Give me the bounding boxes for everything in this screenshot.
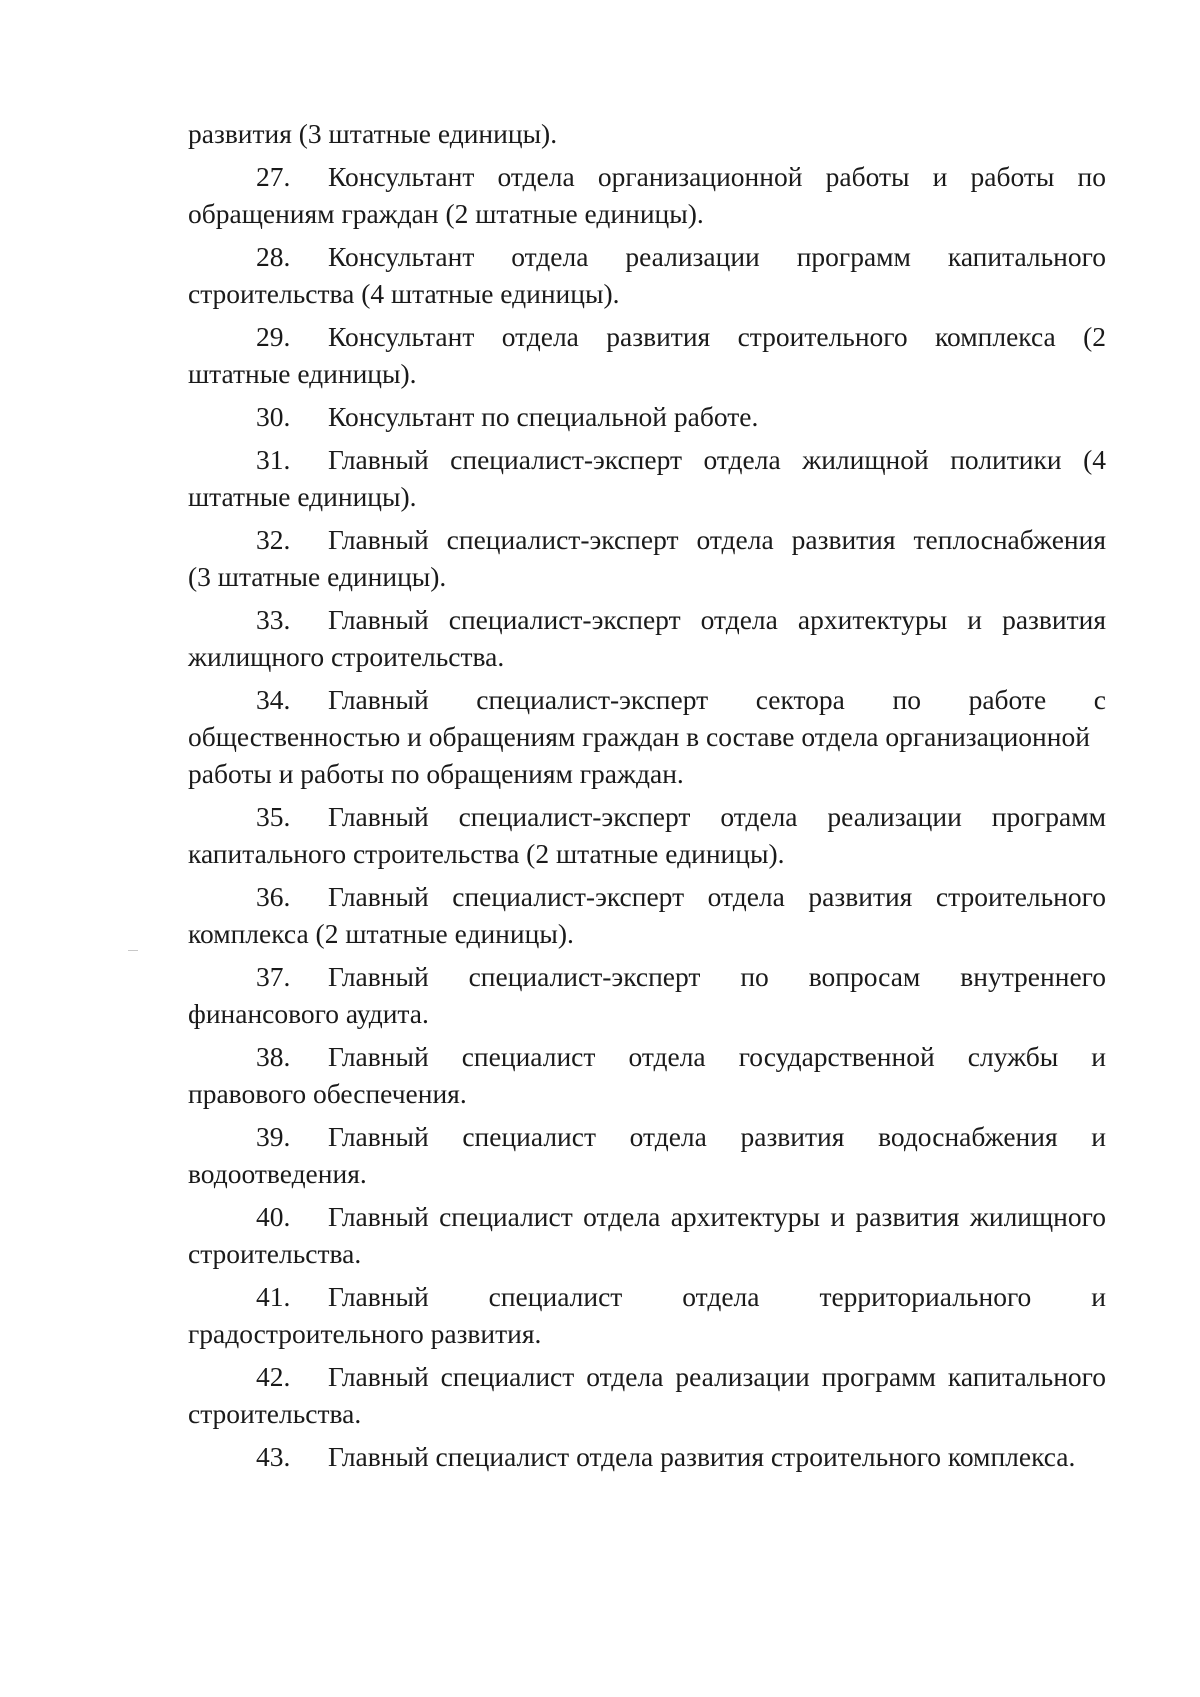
list-item-number: 43. [256,1441,291,1472]
list-item [188,958,1106,1032]
list-item [188,1118,1106,1192]
list-item-first-line [188,1038,1106,1075]
list-item-continuation: жилищного строительства. [188,641,505,672]
list-item-text: Главный специалист отдела реализации программ капитального [328,1361,1106,1392]
list-item-first-line [188,1198,1106,1235]
list-item [188,318,1106,392]
list-item-text: Главный специалист-эксперт отдела развития теплоснабжения [328,524,1106,555]
list-item [188,798,1106,872]
list-item-first-line [188,798,1106,835]
list-item [188,1038,1106,1112]
list-item-first-line [188,1118,1106,1155]
list-item-first-line [188,521,1106,558]
list-item-first-line [188,601,1106,638]
list-item [188,1358,1106,1432]
list-item-text: Главный специалист-эксперт сектора по работе с [328,684,1106,715]
list-item [188,601,1106,675]
list-item [188,1438,1106,1475]
list-item-text: Главный специалист-эксперт отдела архитектуры и развития [328,604,1106,635]
list-item-text: Главный специалист отдела архитектуры и развития жилищного [328,1201,1106,1232]
scan-artifact [128,950,138,951]
list-item-continuation: правового обеспечения. [188,1078,467,1109]
list-item [188,441,1106,515]
list-item-number: 36. [256,881,291,912]
list-item-first-line [188,398,1106,435]
list-item-continuation: штатные единицы). [188,358,417,389]
list-item-number: 41. [256,1281,291,1312]
list-item-continuation: (3 штатные единицы). [188,561,447,592]
list-item-first-line [188,1278,1106,1315]
list-item-number: 39. [256,1121,291,1152]
list-item-text: Консультант отдела реализации программ капитального [328,241,1106,272]
list-item-first-line [188,958,1106,995]
list-item-number: 27. [256,161,291,192]
list-item-first-line [188,441,1106,478]
list-item [188,681,1106,792]
list-item-text: Главный специалист-эксперт отдела жилищной политики (4 [328,444,1106,475]
list-item-continuation: водоотведения. [188,1158,367,1189]
list-item [188,1278,1106,1352]
list-item-text: Главный специалист-эксперт отдела развития строительного [328,881,1106,912]
list-item-first-line [188,878,1106,915]
list-item-continuation: комплекса (2 штатные единицы). [188,918,574,949]
list-item-first-line [188,238,1106,275]
list-item-continuation: градостроительного развития. [188,1318,542,1349]
list-item-first-line [188,681,1106,718]
list-item-number: 34. [256,684,291,715]
document-body [188,115,1106,1475]
list-item-text: Главный специалист-эксперт по вопросам внутреннего [328,961,1106,992]
list-item [188,1198,1106,1272]
list-item-number: 37. [256,961,291,992]
list-item-first-line [188,1438,1106,1475]
list-item-continuation: строительства. [188,1238,362,1269]
list-item-first-line [188,158,1106,195]
list-item-text: Консультант отдела развития строительного комплекса (2 [328,321,1106,352]
list-item [188,238,1106,312]
list-item-text: Главный специалист отдела территориального и [328,1281,1106,1312]
list-item-number: 28. [256,241,291,272]
list-item-text: Главный специалист-эксперт отдела реализации программ [328,801,1106,832]
list-item [188,398,1106,435]
list-item-number: 42. [256,1361,291,1392]
list-item-number: 30. [256,401,291,432]
list-item-first-line [188,318,1106,355]
list-item [188,521,1106,595]
list-item-number: 31. [256,444,291,475]
list-item-first-line [188,1358,1106,1395]
list-item-number: 32. [256,524,291,555]
list-item-number: 40. [256,1201,291,1232]
list-item-continuation: строительства. [188,1398,362,1429]
list-item-number: 38. [256,1041,291,1072]
list-item-continuation: штатные единицы). [188,481,417,512]
list-item-text: Главный специалист отдела государственной службы и [328,1041,1106,1072]
list-item-text: Консультант по специальной работе. [328,401,759,432]
position-list [188,158,1106,1475]
list-item-number: 33. [256,604,291,635]
list-item-text: Консультант отдела организационной работы и работы по [328,161,1106,192]
list-item [188,158,1106,232]
list-item-number: 35. [256,801,291,832]
list-item-continuation: обращениям граждан (2 штатные единицы). [188,198,704,229]
list-item [188,878,1106,952]
list-item-continuation: финансового аудита. [188,998,429,1029]
list-item-number: 29. [256,321,291,352]
list-item-text: Главный специалист отдела развития водоснабжения и [328,1121,1106,1152]
list-item-continuation: строительства (4 штатные единицы). [188,278,620,309]
continuation-line: развития (3 штатные единицы). [188,118,558,149]
list-item-continuation: общественностью и обращениям граждан в составе отдела организационной работы и работы по обращениям граждан. [188,721,1090,789]
list-item-text: Главный специалист отдела развития строительного комплекса. [328,1441,1076,1472]
list-item-continuation: капитального строительства (2 штатные единицы). [188,838,785,869]
